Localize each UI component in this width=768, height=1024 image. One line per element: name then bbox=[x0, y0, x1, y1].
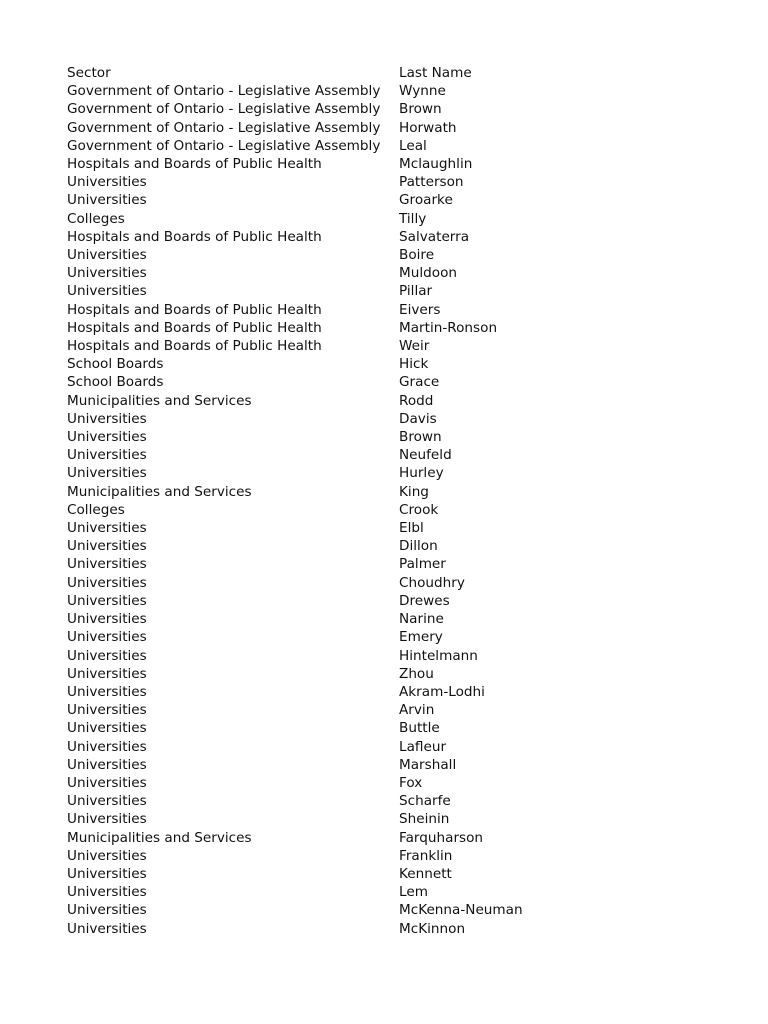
last-name-cell: Grace bbox=[399, 374, 440, 391]
sector-cell: Universities bbox=[67, 520, 147, 537]
sector-cell: Universities bbox=[67, 884, 147, 901]
last-name-cell: Arvin bbox=[399, 702, 435, 719]
table-row bbox=[67, 683, 599, 701]
table-row bbox=[67, 173, 599, 191]
sector-cell: Universities bbox=[67, 665, 147, 682]
sector-cell: Municipalities and Services bbox=[67, 829, 252, 846]
sector-cell: Municipalities and Services bbox=[67, 392, 252, 409]
table-row bbox=[67, 483, 599, 501]
table-row bbox=[67, 592, 599, 610]
sector-cell: Hospitals and Boards of Public Health bbox=[67, 319, 322, 336]
table-row bbox=[67, 410, 599, 428]
last-name-cell: Lem bbox=[399, 884, 428, 901]
table-row bbox=[67, 519, 599, 537]
sector-cell: Universities bbox=[67, 556, 147, 573]
last-name-cell: Marshall bbox=[399, 756, 457, 773]
table-row bbox=[67, 210, 599, 228]
sector-cell: Universities bbox=[67, 847, 147, 864]
table-row bbox=[67, 738, 599, 756]
sector-cell: Hospitals and Boards of Public Health bbox=[67, 156, 322, 173]
last-name-cell: Sheinin bbox=[399, 811, 450, 828]
last-name-cell: Elbl bbox=[399, 520, 424, 537]
sector-cell: Universities bbox=[67, 447, 147, 464]
sector-cell: Universities bbox=[67, 811, 147, 828]
table-row bbox=[67, 701, 599, 719]
last-name-cell: Groarke bbox=[399, 192, 453, 209]
sector-cell: Universities bbox=[67, 738, 147, 755]
table-row bbox=[67, 610, 599, 628]
last-name-cell: Lafleur bbox=[399, 738, 447, 755]
table-row bbox=[67, 574, 599, 592]
sector-cell: Universities bbox=[67, 629, 147, 646]
last-name-cell: Davis bbox=[399, 410, 437, 427]
last-name-cell: McKinnon bbox=[399, 920, 466, 937]
sector-cell: Universities bbox=[67, 902, 147, 919]
last-name-cell: Akram-Lodhi bbox=[399, 683, 485, 700]
table-row bbox=[67, 446, 599, 464]
sector-cell: Universities bbox=[67, 174, 147, 191]
table-body bbox=[67, 82, 599, 938]
table-row bbox=[67, 883, 599, 901]
last-name-cell: Franklin bbox=[399, 847, 453, 864]
table-row bbox=[67, 865, 599, 883]
sector-cell: Colleges bbox=[67, 501, 125, 518]
table-row bbox=[67, 628, 599, 646]
last-name-cell: Eivers bbox=[399, 301, 441, 318]
column-header-sector: Sector bbox=[67, 65, 111, 81]
last-name-cell: Drewes bbox=[399, 592, 450, 609]
last-name-cell: Hick bbox=[399, 356, 429, 373]
last-name-cell: Pillar bbox=[399, 283, 433, 300]
table-row bbox=[67, 501, 599, 519]
table-row bbox=[67, 537, 599, 555]
table-row bbox=[67, 137, 599, 155]
last-name-cell: McKenna-Neuman bbox=[399, 902, 523, 919]
data-table bbox=[67, 64, 599, 938]
sector-cell: Government of Ontario - Legislative Assembly bbox=[67, 83, 381, 100]
table-row bbox=[67, 392, 599, 410]
last-name-cell: Wynne bbox=[399, 83, 446, 100]
sector-cell: Universities bbox=[67, 192, 147, 209]
table-row bbox=[67, 100, 599, 118]
sector-cell: Universities bbox=[67, 429, 147, 446]
last-name-cell: Farquharson bbox=[399, 829, 484, 846]
table-row bbox=[67, 719, 599, 737]
table-row bbox=[67, 774, 599, 792]
sector-cell: Universities bbox=[67, 283, 147, 300]
sector-cell: Universities bbox=[67, 247, 147, 264]
table-row bbox=[67, 810, 599, 828]
sector-cell: Universities bbox=[67, 410, 147, 427]
sector-cell: Government of Ontario - Legislative Assembly bbox=[67, 101, 381, 118]
last-name-cell: Narine bbox=[399, 611, 444, 628]
last-name-cell: Hintelmann bbox=[399, 647, 478, 664]
sector-cell: Universities bbox=[67, 574, 147, 591]
sector-cell: Universities bbox=[67, 702, 147, 719]
table-row bbox=[67, 920, 599, 938]
sector-cell: Government of Ontario - Legislative Assembly bbox=[67, 119, 381, 136]
last-name-cell: Scharfe bbox=[399, 793, 451, 810]
last-name-cell: Mclaughlin bbox=[399, 156, 473, 173]
last-name-cell: Fox bbox=[399, 774, 423, 791]
table-row bbox=[67, 228, 599, 246]
last-name-cell: Choudhry bbox=[399, 574, 465, 591]
sector-cell: Universities bbox=[67, 756, 147, 773]
sector-cell: Colleges bbox=[67, 210, 125, 227]
sector-cell: Hospitals and Boards of Public Health bbox=[67, 338, 322, 355]
table-row bbox=[67, 665, 599, 683]
sector-cell: Universities bbox=[67, 683, 147, 700]
last-name-cell: Horwath bbox=[399, 119, 457, 136]
table-row bbox=[67, 847, 599, 865]
table-row bbox=[67, 647, 599, 665]
sector-cell: Hospitals and Boards of Public Health bbox=[67, 301, 322, 318]
last-name-cell: Kennett bbox=[399, 865, 452, 882]
sector-cell: Universities bbox=[67, 920, 147, 937]
sector-cell: Universities bbox=[67, 793, 147, 810]
last-name-cell: Martin-Ronson bbox=[399, 319, 498, 336]
last-name-cell: Patterson bbox=[399, 174, 464, 191]
last-name-cell: Tilly bbox=[399, 210, 427, 227]
table-row bbox=[67, 301, 599, 319]
header-row bbox=[67, 64, 599, 82]
last-name-cell: Boire bbox=[399, 247, 435, 264]
last-name-cell: Brown bbox=[399, 101, 442, 118]
table-row bbox=[67, 282, 599, 300]
sector-cell: Universities bbox=[67, 865, 147, 882]
last-name-cell: Neufeld bbox=[399, 447, 452, 464]
sector-cell: Hospitals and Boards of Public Health bbox=[67, 228, 322, 245]
last-name-cell: Dillon bbox=[399, 538, 438, 555]
last-name-cell: Hurley bbox=[399, 465, 444, 482]
sector-cell: School Boards bbox=[67, 356, 164, 373]
last-name-cell: Palmer bbox=[399, 556, 446, 573]
last-name-cell: Leal bbox=[399, 137, 427, 154]
table-row bbox=[67, 155, 599, 173]
sector-cell: Universities bbox=[67, 592, 147, 609]
table-row bbox=[67, 464, 599, 482]
last-name-cell: Buttle bbox=[399, 720, 440, 737]
table-row bbox=[67, 428, 599, 446]
table-row bbox=[67, 319, 599, 337]
table-row bbox=[67, 264, 599, 282]
sector-cell: Universities bbox=[67, 720, 147, 737]
sector-cell: Universities bbox=[67, 774, 147, 791]
last-name-cell: Crook bbox=[399, 501, 439, 518]
table-row bbox=[67, 373, 599, 391]
table-row bbox=[67, 355, 599, 373]
sector-cell: Government of Ontario - Legislative Assembly bbox=[67, 137, 381, 154]
sector-cell: Universities bbox=[67, 647, 147, 664]
last-name-cell: Muldoon bbox=[399, 265, 457, 282]
sector-cell: Universities bbox=[67, 265, 147, 282]
last-name-cell: Emery bbox=[399, 629, 443, 646]
sector-cell: Universities bbox=[67, 538, 147, 555]
table-row bbox=[67, 756, 599, 774]
table-row bbox=[67, 901, 599, 919]
column-header-last-name: Last Name bbox=[399, 65, 472, 81]
sector-cell: Municipalities and Services bbox=[67, 483, 252, 500]
sector-cell: Universities bbox=[67, 465, 147, 482]
table-row bbox=[67, 246, 599, 264]
last-name-cell: King bbox=[399, 483, 429, 500]
last-name-cell: Rodd bbox=[399, 392, 434, 409]
last-name-cell: Brown bbox=[399, 429, 442, 446]
sector-cell: Universities bbox=[67, 611, 147, 628]
table-row bbox=[67, 119, 599, 137]
table-row bbox=[67, 337, 599, 355]
sector-cell: School Boards bbox=[67, 374, 164, 391]
table-row bbox=[67, 555, 599, 573]
last-name-cell: Weir bbox=[399, 338, 430, 355]
table-row bbox=[67, 191, 599, 209]
last-name-cell: Salvaterra bbox=[399, 228, 470, 245]
table-row bbox=[67, 829, 599, 847]
table-row bbox=[67, 792, 599, 810]
last-name-cell: Zhou bbox=[399, 665, 434, 682]
table-row bbox=[67, 82, 599, 100]
